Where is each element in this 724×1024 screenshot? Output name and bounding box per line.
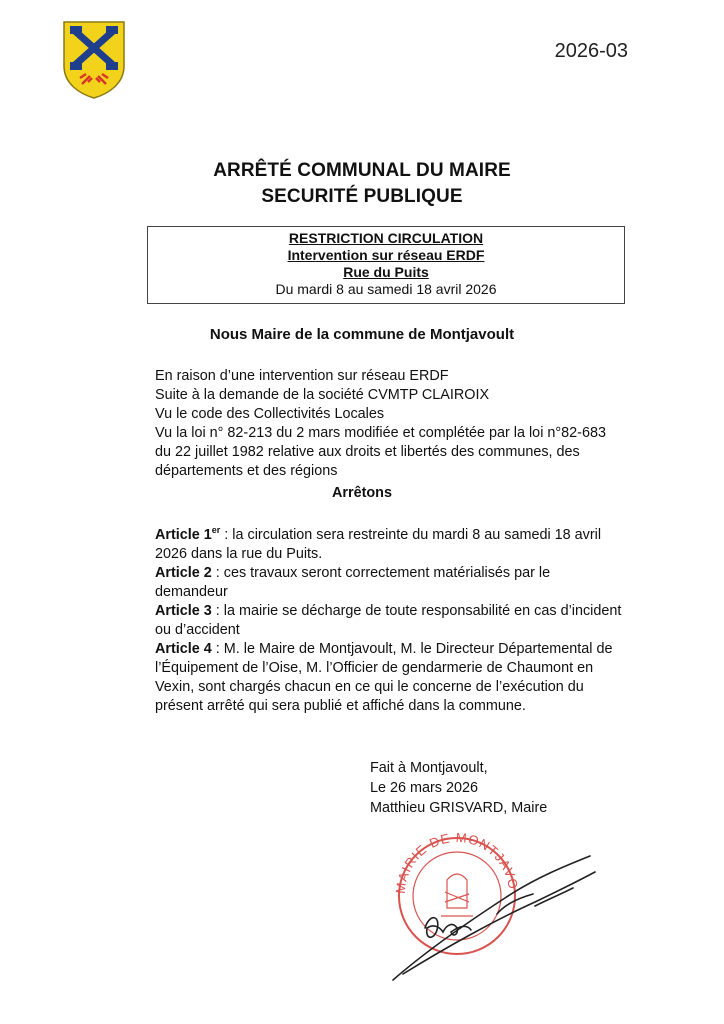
considerant-item: Vu le code des Collectivités Locales <box>155 406 385 422</box>
article-4 <box>155 640 625 716</box>
signatory-name: Matthieu GRISVARD, Maire <box>370 800 548 816</box>
considerant-item: En raison d’une intervention sur réseau ERDF <box>155 368 449 384</box>
summary-box <box>147 226 625 304</box>
title-line-2: SECURITÉ PUBLIQUE <box>261 186 463 207</box>
article-label: Article 3 <box>155 602 212 619</box>
signature-date: Le 26 mars 2026 <box>370 780 479 796</box>
article-label: Article 4 <box>155 640 212 657</box>
summary-intervention: Intervention sur réseau ERDF <box>287 247 485 263</box>
article-label: Article 2 <box>155 564 212 581</box>
stamp-text: MAIRIE DE MONTJAVO <box>392 832 521 895</box>
title-line-1: ARRÊTÉ COMMUNAL DU MAIRE <box>213 160 511 181</box>
official-stamp <box>385 832 645 982</box>
svg-text:MAIRIE DE MONTJAVOULT <box>385 832 521 894</box>
preamble-heading: Nous Maire de la commune de Montjavoult <box>209 326 515 343</box>
coat-of-arms-icon <box>62 20 126 100</box>
considerant-item: Suite à la demande de la société CVMTP CLAIROIX <box>155 387 490 403</box>
considerants-list <box>155 367 625 481</box>
signature-block <box>370 758 547 818</box>
document-title <box>0 158 724 210</box>
reference-number: 2026-03 <box>554 40 628 62</box>
considerant-item: Vu la loi n° 82-213 du 2 mars modifiée et complétée par la loi n°82-683 du 22 juillet 1982 relative aux droits et libertés des communes, des départements et des régions <box>155 425 606 479</box>
article-2 <box>155 564 625 602</box>
article-1 <box>155 521 625 564</box>
summary-dates: Du mardi 8 au samedi 18 avril 2026 <box>275 281 497 297</box>
article-text: : M. le Maire de Montjavoult, M. le Directeur Départemental de l’Équipement de l’Oise, M. l’Officier de gendarmerie de Chaumont en Vexin, sont chargés chacun en ce qui le concerne de l’exécution du présent arrêté qui sera publié et affiché dans la commune. <box>155 640 613 714</box>
article-ordinal: er <box>211 525 221 535</box>
article-label: Article 1 <box>155 526 212 543</box>
summary-street: Rue du Puits <box>343 264 429 280</box>
decision-heading: Arrêtons <box>332 485 392 501</box>
article-text: : la mairie se décharge de toute responsabilité en cas d’incident ou d’accident <box>155 602 622 638</box>
article-text: : ces travaux seront correctement matérialisés par le demandeur <box>155 564 551 600</box>
articles-list <box>155 521 625 716</box>
article-3 <box>155 602 625 640</box>
article-text: : la circulation sera restreinte du mardi 8 au samedi 18 avril 2026 dans la rue du Puits. <box>155 526 602 562</box>
summary-restriction: RESTRICTION CIRCULATION <box>288 230 484 246</box>
signature-place: Fait à Montjavoult, <box>370 760 488 776</box>
